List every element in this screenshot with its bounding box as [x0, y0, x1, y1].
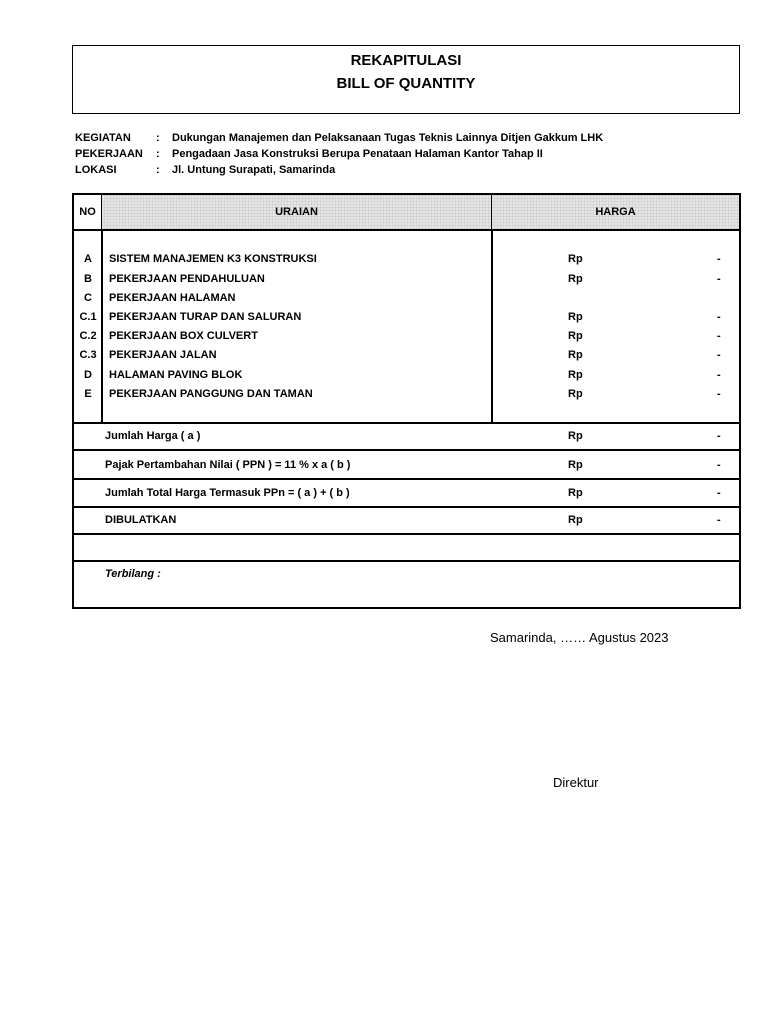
row-no: B: [84, 273, 92, 285]
row-divider: [74, 422, 739, 424]
document-title-box: [72, 45, 740, 114]
row-currency: Rp: [568, 253, 583, 265]
row-divider: [74, 449, 739, 451]
table-row: [74, 385, 739, 404]
summary-currency: Rp: [568, 514, 583, 526]
row-desc: PEKERJAAN PANGGUNG DAN TAMAN: [109, 388, 313, 400]
row-desc: PEKERJAAN JALAN: [109, 349, 217, 361]
summary-desc: DIBULATKAN: [105, 514, 177, 526]
row-divider: [74, 478, 739, 480]
row-no: C.2: [79, 330, 97, 342]
summary-desc: Pajak Pertambahan Nilai ( PPN ) = 11 % x a ( b ): [105, 459, 351, 471]
row-currency: Rp: [568, 349, 583, 361]
summary-currency: Rp: [568, 459, 583, 471]
row-desc: HALAMAN PAVING BLOK: [109, 369, 243, 381]
info-colon: :: [156, 164, 160, 176]
table-row: [74, 250, 739, 269]
table-row: [74, 327, 739, 346]
row-no: D: [84, 369, 92, 381]
summary-currency: Rp: [568, 430, 583, 442]
row-currency: Rp: [568, 311, 583, 323]
row-desc: PEKERJAAN PENDAHULUAN: [109, 273, 265, 285]
row-value: -: [717, 330, 721, 342]
summary-value: -: [717, 459, 721, 471]
row-divider: [74, 506, 739, 508]
row-value: -: [717, 388, 721, 400]
header-uraian: URAIAN: [102, 195, 492, 229]
info-colon: :: [156, 148, 160, 160]
row-currency: Rp: [568, 273, 583, 285]
title-bill-of-quantity: BILL OF QUANTITY: [336, 75, 476, 92]
place-date: Samarinda, …… Agustus 2023: [490, 630, 669, 645]
summary-value: -: [717, 430, 721, 442]
row-value: -: [717, 311, 721, 323]
table-row: [74, 270, 739, 289]
info-label: LOKASI: [75, 164, 117, 176]
summary-value: -: [717, 487, 721, 499]
header-harga: HARGA: [595, 206, 636, 218]
summary-currency: Rp: [568, 487, 583, 499]
row-no: C.3: [79, 349, 97, 361]
info-value: Dukungan Manajemen dan Pelaksanaan Tugas Teknis Lainnya Ditjen Gakkum LHK: [172, 132, 604, 144]
table-header: [74, 195, 739, 231]
terbilang-label: Terbilang :: [105, 568, 161, 580]
row-currency: Rp: [568, 388, 583, 400]
info-label: PEKERJAAN: [75, 148, 143, 160]
table-row: [74, 308, 739, 327]
row-desc: PEKERJAAN HALAMAN: [109, 292, 236, 304]
row-value: -: [717, 253, 721, 265]
row-divider: [74, 560, 739, 562]
header-no: NO: [74, 195, 102, 229]
row-desc: SISTEM MANAJEMEN K3 KONSTRUKSI: [109, 253, 317, 265]
row-no: E: [84, 388, 92, 400]
row-value: -: [717, 369, 721, 381]
row-no: A: [84, 253, 92, 265]
info-value: Jl. Untung Surapati, Samarinda: [172, 164, 336, 176]
title-rekapitulasi: REKAPITULASI: [350, 52, 462, 69]
row-currency: Rp: [568, 330, 583, 342]
row-divider: [74, 533, 739, 535]
table-row: [74, 346, 739, 365]
signatory-role: Direktur: [553, 775, 599, 790]
row-desc: PEKERJAAN TURAP DAN SALURAN: [109, 311, 302, 323]
summary-desc: Jumlah Harga ( a ): [105, 430, 201, 442]
info-value: Pengadaan Jasa Konstruksi Berupa Penataan Halaman Kantor Tahap II: [172, 148, 543, 160]
table-row: [74, 366, 739, 385]
row-no: C.1: [79, 311, 97, 323]
info-colon: :: [156, 132, 160, 144]
row-no: C: [84, 292, 92, 304]
row-value: -: [717, 273, 721, 285]
table-row: [74, 289, 739, 308]
row-currency: Rp: [568, 369, 583, 381]
row-desc: PEKERJAAN BOX CULVERT: [109, 330, 258, 342]
summary-desc: Jumlah Total Harga Termasuk PPn = ( a ) + ( b ): [105, 487, 350, 499]
boq-table: [72, 193, 741, 609]
row-value: -: [717, 349, 721, 361]
info-label: KEGIATAN: [75, 132, 131, 144]
summary-value: -: [717, 514, 721, 526]
